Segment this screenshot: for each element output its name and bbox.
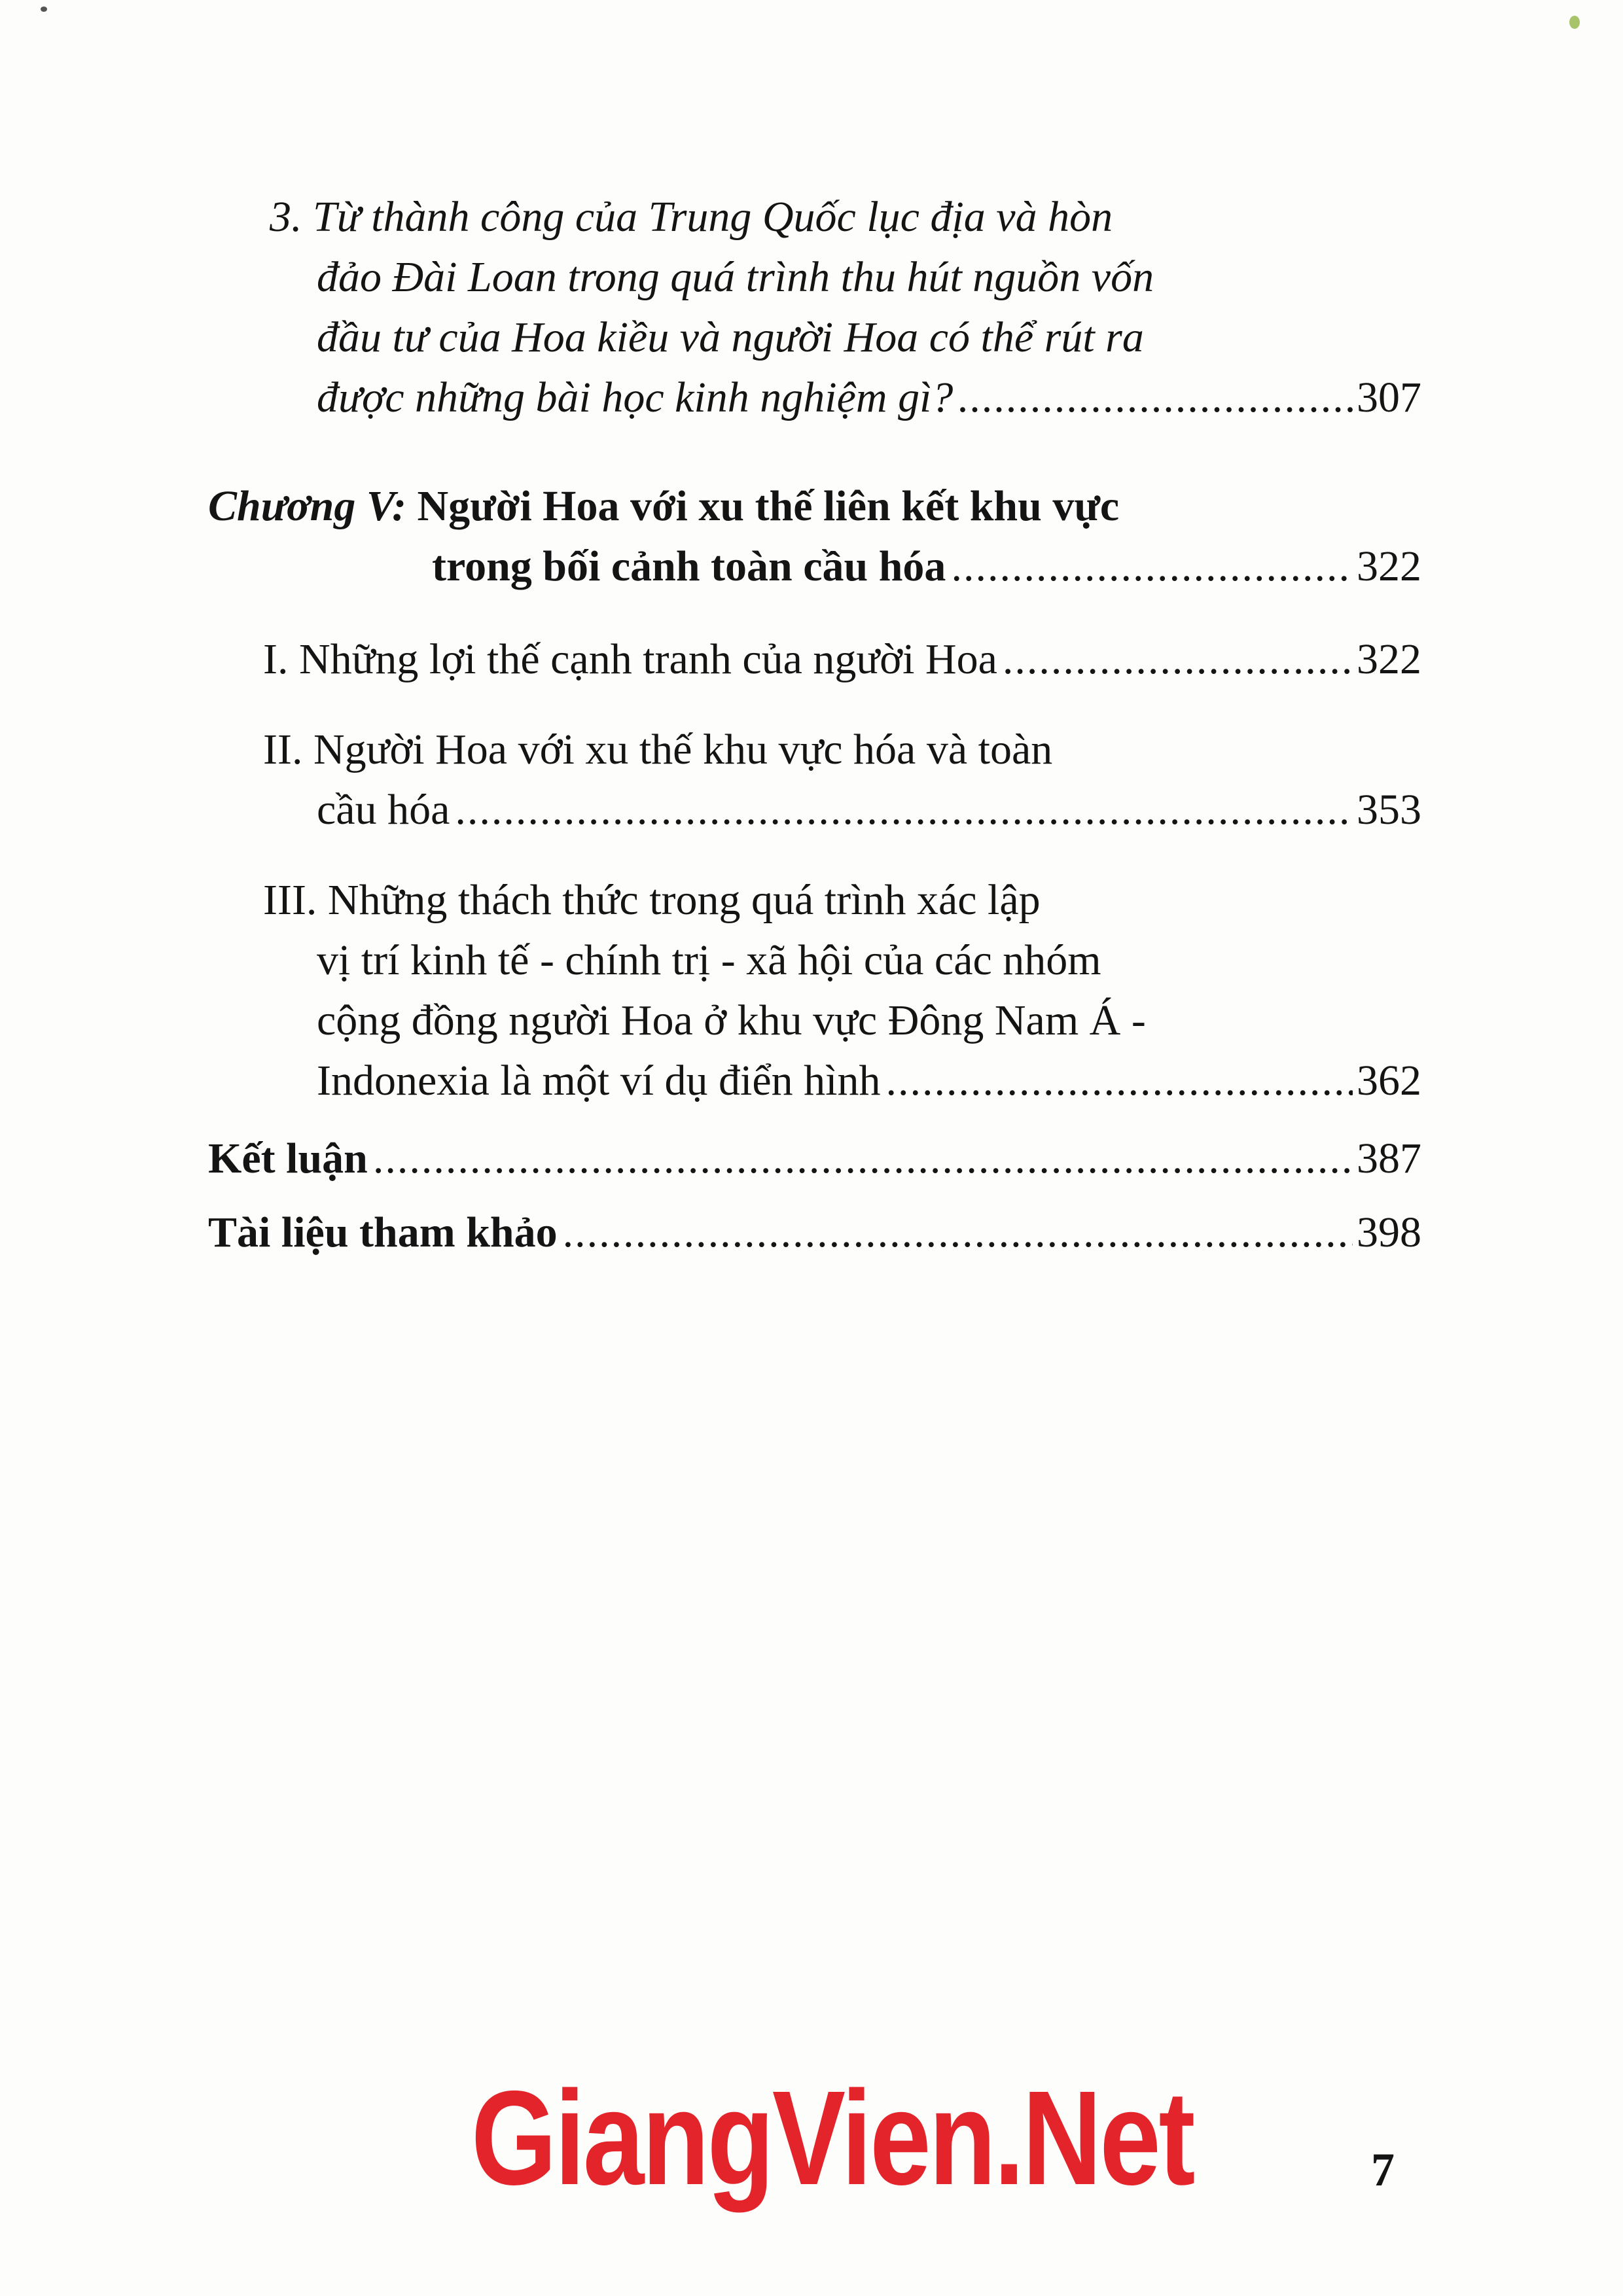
folio-page-number: 7 — [1371, 2144, 1395, 2196]
toc-entry-section-III — [263, 870, 1421, 1111]
dot-leader — [1003, 629, 1353, 690]
toc-entry-text: Indonexia là một ví dụ điển hình — [317, 1057, 881, 1104]
toc-entry-section-II — [263, 720, 1421, 840]
scan-speck — [41, 7, 47, 12]
toc-entry-text: Tài liệu tham khảo — [208, 1209, 558, 1256]
dot-leader — [958, 368, 1353, 428]
toc-entry-leader-line — [208, 1129, 1421, 1189]
dot-leader — [455, 780, 1353, 840]
toc-entry-text: đảo Đài Loan trong quá trình thu hút nguồn vốn — [317, 253, 1154, 301]
toc-entry-text: cộng đồng người Hoa ở khu vực Đông Nam Á - — [317, 997, 1146, 1044]
page-number: 362 — [1357, 1057, 1421, 1104]
page-number: 398 — [1357, 1209, 1421, 1256]
toc-entry-text: III. Những thách thức trong quá trình xác lập — [263, 876, 1041, 924]
toc-entry-text: cầu hóa — [317, 786, 450, 834]
page-number: 322 — [1357, 635, 1421, 683]
toc-entry-leader-line — [208, 1203, 1421, 1263]
toc-entry-ket-luan — [208, 1129, 1421, 1189]
chapter-title: Người Hoa với xu thế liên kết khu vực — [417, 482, 1120, 530]
toc-entry-section-I — [263, 629, 1421, 690]
toc-entry-chapter-5 — [208, 476, 1421, 597]
page-number: 387 — [1357, 1135, 1421, 1182]
toc-entry-text: vị trí kinh tế - chính trị - xã hội của các nhóm — [317, 936, 1101, 984]
toc-entry-text: I. Những lợi thế cạnh tranh của người Hoa — [263, 635, 997, 683]
page-number: 307 — [1357, 374, 1421, 421]
toc-entry-leader-line — [208, 537, 1421, 597]
dot-leader — [373, 1129, 1353, 1189]
toc-entry-leader-line — [263, 1051, 1421, 1111]
chapter-heading-line — [208, 476, 1421, 537]
toc-entry-text: Kết luận — [208, 1135, 368, 1182]
page-number: 322 — [1357, 542, 1421, 590]
toc-entry-tai-lieu — [208, 1203, 1421, 1263]
chapter-title: trong bối cảnh toàn cầu hóa — [432, 542, 946, 590]
toc-entry-section-3 — [270, 187, 1421, 428]
toc-entry-leader-line — [263, 780, 1421, 840]
toc-entry-text: 3. Từ thành công của Trung Quốc lục địa và hòn — [270, 193, 1113, 241]
dot-leader — [951, 537, 1353, 597]
toc-entry-text: được những bài học kinh nghiệm gì? — [317, 374, 954, 421]
toc-entry-leader-line — [270, 368, 1421, 428]
watermark: GiangVien.Net — [471, 2063, 1194, 2213]
page-number: 353 — [1357, 786, 1421, 834]
toc-entry-text: đầu tư của Hoa kiều và người Hoa có thể rút ra — [317, 313, 1144, 361]
chapter-label: Chương V: — [208, 482, 406, 530]
dot-leader — [563, 1203, 1353, 1263]
toc-entry-text: II. Người Hoa với xu thế khu vực hóa và toàn — [263, 726, 1053, 773]
dot-leader — [886, 1051, 1353, 1111]
toc-entry-leader-line — [263, 629, 1421, 690]
scan-speck — [1569, 16, 1580, 29]
